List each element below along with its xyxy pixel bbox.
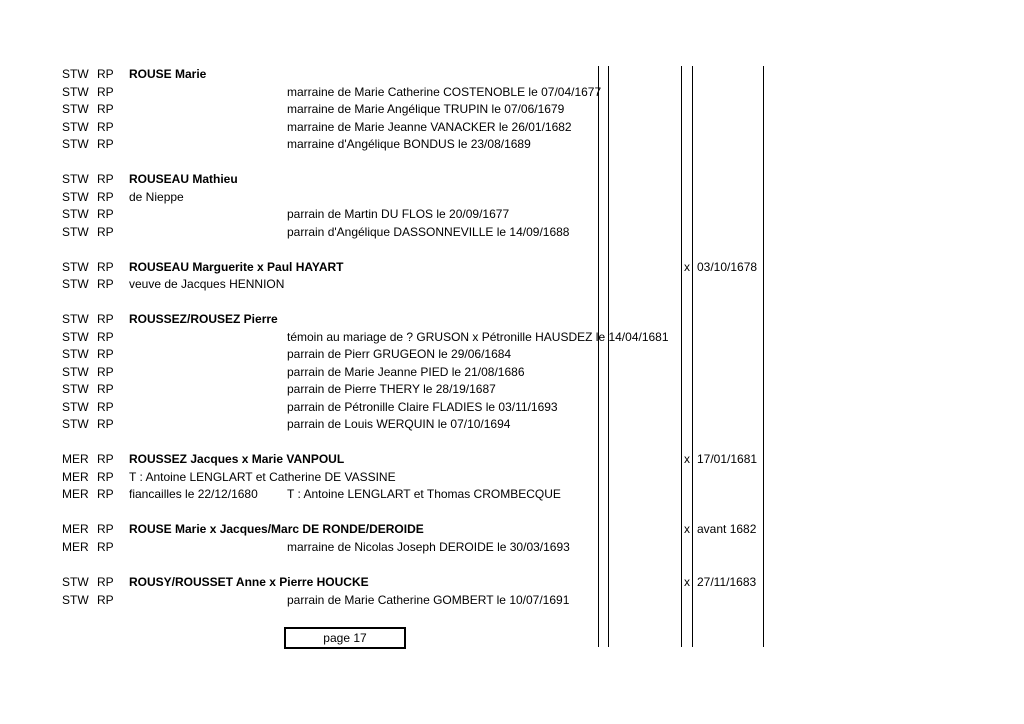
register-code: RP — [97, 67, 114, 81]
place-code: STW — [62, 575, 89, 589]
register-code: RP — [97, 522, 114, 536]
place-code: MER — [62, 470, 89, 484]
place-code: STW — [62, 137, 89, 151]
place-code: STW — [62, 225, 89, 239]
register-code: RP — [97, 330, 114, 344]
register-code: RP — [97, 102, 114, 116]
place-code: STW — [62, 330, 89, 344]
table-row — [0, 259, 1024, 276]
marriage-date: avant 1682 — [697, 522, 757, 536]
table-row — [0, 399, 1024, 416]
place-code: STW — [62, 593, 89, 607]
table-row — [0, 206, 1024, 223]
place-code: STW — [62, 365, 89, 379]
place-code: STW — [62, 347, 89, 361]
event-text: parrain de Louis WERQUIN le 07/10/1694 — [287, 417, 511, 431]
table-row — [0, 416, 1024, 433]
place-code: STW — [62, 312, 89, 326]
event-text: parrain de Marie Jeanne PIED le 21/08/1686 — [287, 365, 525, 379]
marriage-date: 17/01/1681 — [697, 452, 758, 466]
person-name: ROUSEAU Marguerite x Paul HAYART — [129, 260, 344, 274]
info-text: T : Antoine LENGLART et Catherine DE VASSINE — [129, 470, 396, 484]
place-code: STW — [62, 207, 89, 221]
person-name: ROUSSEZ/ROUSEZ Pierre — [129, 312, 278, 326]
event-text: parrain de Pierr GRUGEON le 29/06/1684 — [287, 347, 512, 361]
table-row — [0, 101, 1024, 118]
table-row — [0, 276, 1024, 293]
place-code: STW — [62, 277, 89, 291]
register-code: RP — [97, 207, 114, 221]
place-code: STW — [62, 400, 89, 414]
table-row — [0, 539, 1024, 556]
place-code: STW — [62, 102, 89, 116]
table-row — [0, 451, 1024, 468]
table-row — [0, 311, 1024, 328]
marriage-mark: x — [684, 260, 690, 274]
register-code: RP — [97, 137, 114, 151]
place-code: MER — [62, 452, 89, 466]
register-code: RP — [97, 225, 114, 239]
person-name: ROUSSEZ Jacques x Marie VANPOUL — [129, 452, 345, 466]
event-text: parrain d'Angélique DASSONNEVILLE le 14/09/1688 — [287, 225, 570, 239]
marriage-date: 27/11/1683 — [697, 575, 757, 589]
event-text: marraine de Marie Catherine COSTENOBLE le 07/04/1677 — [287, 85, 602, 99]
table-row — [0, 171, 1024, 188]
event-text: marraine d'Angélique BONDUS le 23/08/1689 — [287, 137, 531, 151]
table-row — [0, 66, 1024, 83]
place-code: MER — [62, 522, 89, 536]
register-code: RP — [97, 277, 114, 291]
table-row — [0, 189, 1024, 206]
place-code: STW — [62, 190, 89, 204]
place-code: STW — [62, 85, 89, 99]
register-code: RP — [97, 190, 114, 204]
person-name: ROUSY/ROUSSET Anne x Pierre HOUCKE — [129, 575, 369, 589]
marriage-mark: x — [684, 452, 690, 466]
register-code: RP — [97, 312, 114, 326]
table-row — [0, 119, 1024, 136]
register-code: RP — [97, 487, 114, 501]
table-row — [0, 329, 1024, 346]
info-text: fiancailles le 22/12/1680 — [129, 487, 258, 501]
place-code: STW — [62, 120, 89, 134]
event-text: parrain de Marie Catherine GOMBERT le 10/07/1691 — [287, 593, 570, 607]
place-code: STW — [62, 382, 89, 396]
table-row — [0, 521, 1024, 538]
table-row — [0, 486, 1024, 503]
register-code: RP — [97, 417, 114, 431]
table-row — [0, 574, 1024, 591]
register-code: RP — [97, 120, 114, 134]
page-number: page 17 — [284, 627, 406, 649]
register-code: RP — [97, 260, 114, 274]
register-code: RP — [97, 470, 114, 484]
person-name: ROUSEAU Mathieu — [129, 172, 238, 186]
place-code: STW — [62, 417, 89, 431]
register-code: RP — [97, 347, 114, 361]
register-code: RP — [97, 400, 114, 414]
register-code: RP — [97, 540, 114, 554]
marriage-mark: x — [684, 522, 690, 536]
table-row — [0, 84, 1024, 101]
event-text: marraine de Nicolas Joseph DEROIDE le 30/03/1693 — [287, 540, 570, 554]
place-code: MER — [62, 540, 89, 554]
person-name: ROUSE Marie x Jacques/Marc DE RONDE/DEROIDE — [129, 522, 424, 536]
witness-text: T : Antoine LENGLART et Thomas CROMBECQUE — [287, 487, 561, 501]
place-code: MER — [62, 487, 89, 501]
person-name: ROUSE Marie — [129, 67, 207, 81]
table-row — [0, 592, 1024, 609]
place-code: STW — [62, 260, 89, 274]
marriage-mark: x — [684, 575, 690, 589]
event-text: parrain de Pierre THERY le 28/19/1687 — [287, 382, 496, 396]
place-code: STW — [62, 67, 89, 81]
event-text: parrain de Martin DU FLOS le 20/09/1677 — [287, 207, 510, 221]
register-code: RP — [97, 593, 114, 607]
register-code: RP — [97, 575, 114, 589]
event-text: marraine de Marie Jeanne VANACKER le 26/01/1682 — [287, 120, 572, 134]
event-text: marraine de Marie Angélique TRUPIN le 07/06/1679 — [287, 102, 565, 116]
marriage-date: 03/10/1678 — [697, 260, 758, 274]
table-row — [0, 364, 1024, 381]
table-row — [0, 136, 1024, 153]
register-code: RP — [97, 452, 114, 466]
register-code: RP — [97, 172, 114, 186]
table-row — [0, 469, 1024, 486]
register-code: RP — [97, 382, 114, 396]
info-text: de Nieppe — [129, 190, 184, 204]
place-code: STW — [62, 172, 89, 186]
table-row — [0, 224, 1024, 241]
event-text: témoin au mariage de ? GRUSON x Pétronille HAUSDEZ le 14/04/1681 — [287, 330, 669, 344]
register-code: RP — [97, 365, 114, 379]
register-code: RP — [97, 85, 114, 99]
table-row — [0, 346, 1024, 363]
table-row — [0, 381, 1024, 398]
info-text: veuve de Jacques HENNION — [129, 277, 285, 291]
event-text: parrain de Pétronille Claire FLADIES le 03/11/1693 — [287, 400, 558, 414]
